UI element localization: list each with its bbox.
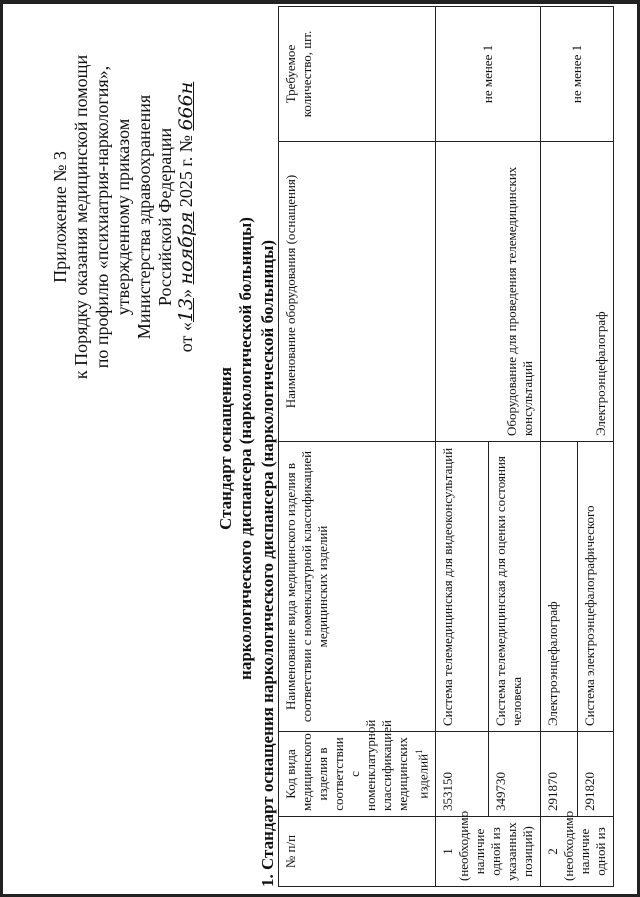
code-cell: 349730 [489, 732, 541, 817]
header-code-text: Код вида медицинского изделия в соответствии с номенклатурной классификацией медицинских изделий [283, 719, 431, 811]
row-num-note: (необходимо наличие одной из указанных позиций) [456, 810, 536, 881]
handwritten-day: 13 [175, 297, 197, 323]
row-num-cell [541, 810, 614, 887]
header-line-5: Министерства здравоохранения [134, 94, 154, 340]
row-num: 2 [545, 848, 561, 855]
appendix-header [50, 37, 197, 397]
table-header-row [279, 7, 436, 887]
date-year: 2025 г. № [176, 135, 196, 208]
document-subtitle: наркологического диспансера (наркологической больницы) [236, 217, 255, 680]
qty-cell: не менее 1 [541, 7, 614, 142]
date-prefix: от « [176, 322, 196, 353]
equipment-cell: Электроэнцефалограф [541, 142, 614, 442]
kind-cell: Электроэнцефалограф [541, 442, 578, 732]
date-mid: » [176, 288, 196, 298]
handwritten-order-number: 666н [175, 81, 197, 131]
code-cell: 291870 [541, 732, 578, 817]
kind-cell: Система телемедицинская для оценки состояния человека [489, 442, 541, 732]
section-heading: 1. Стандарт оснащения наркологического диспансера (наркологической больницы) [258, 239, 277, 887]
equipment-cell: Оборудование для проведения телемедицинских консультаций [436, 142, 541, 442]
table-row [541, 7, 578, 887]
kind-cell: Система электроэнцефалографического [577, 442, 614, 732]
kind-cell: Система телемедицинская для видеоконсультаций [436, 442, 489, 732]
header-line-6: Российской Федерации [155, 127, 175, 307]
row-num-note: (необходимо наличие одной из [561, 810, 609, 881]
header-equipment: Наименование оборудования (оснащения) [279, 142, 436, 442]
header-line-3: по профилю «психиатрия-наркология», [92, 65, 112, 369]
header-kind: Наименование вида медицинского изделия в соответствии с номенклатурной классификацией медицинских изделий [279, 442, 436, 732]
order-date-line [176, 37, 197, 397]
appendix-number: Приложение № 3 [50, 151, 70, 283]
table-row [436, 7, 489, 887]
header-line-4: утвержденному приказом [113, 118, 133, 316]
header-qty: Требуемое количество, шт. [279, 7, 436, 142]
header-num: № п/п [279, 817, 436, 887]
header-code [279, 719, 436, 817]
handwritten-month: ноября [175, 211, 197, 285]
row-num: 1 [440, 848, 456, 855]
qty-cell: не менее 1 [436, 7, 541, 142]
header-line-2: к Порядку оказания медицинской помощи [71, 54, 91, 380]
document-title: Стандарт оснащения [216, 367, 235, 530]
header-code-footnote: 1 [414, 749, 424, 754]
code-cell: 353150 [436, 732, 489, 817]
row-num-cell [436, 810, 541, 887]
code-cell: 291820 [577, 732, 614, 817]
equipment-table [278, 6, 614, 887]
